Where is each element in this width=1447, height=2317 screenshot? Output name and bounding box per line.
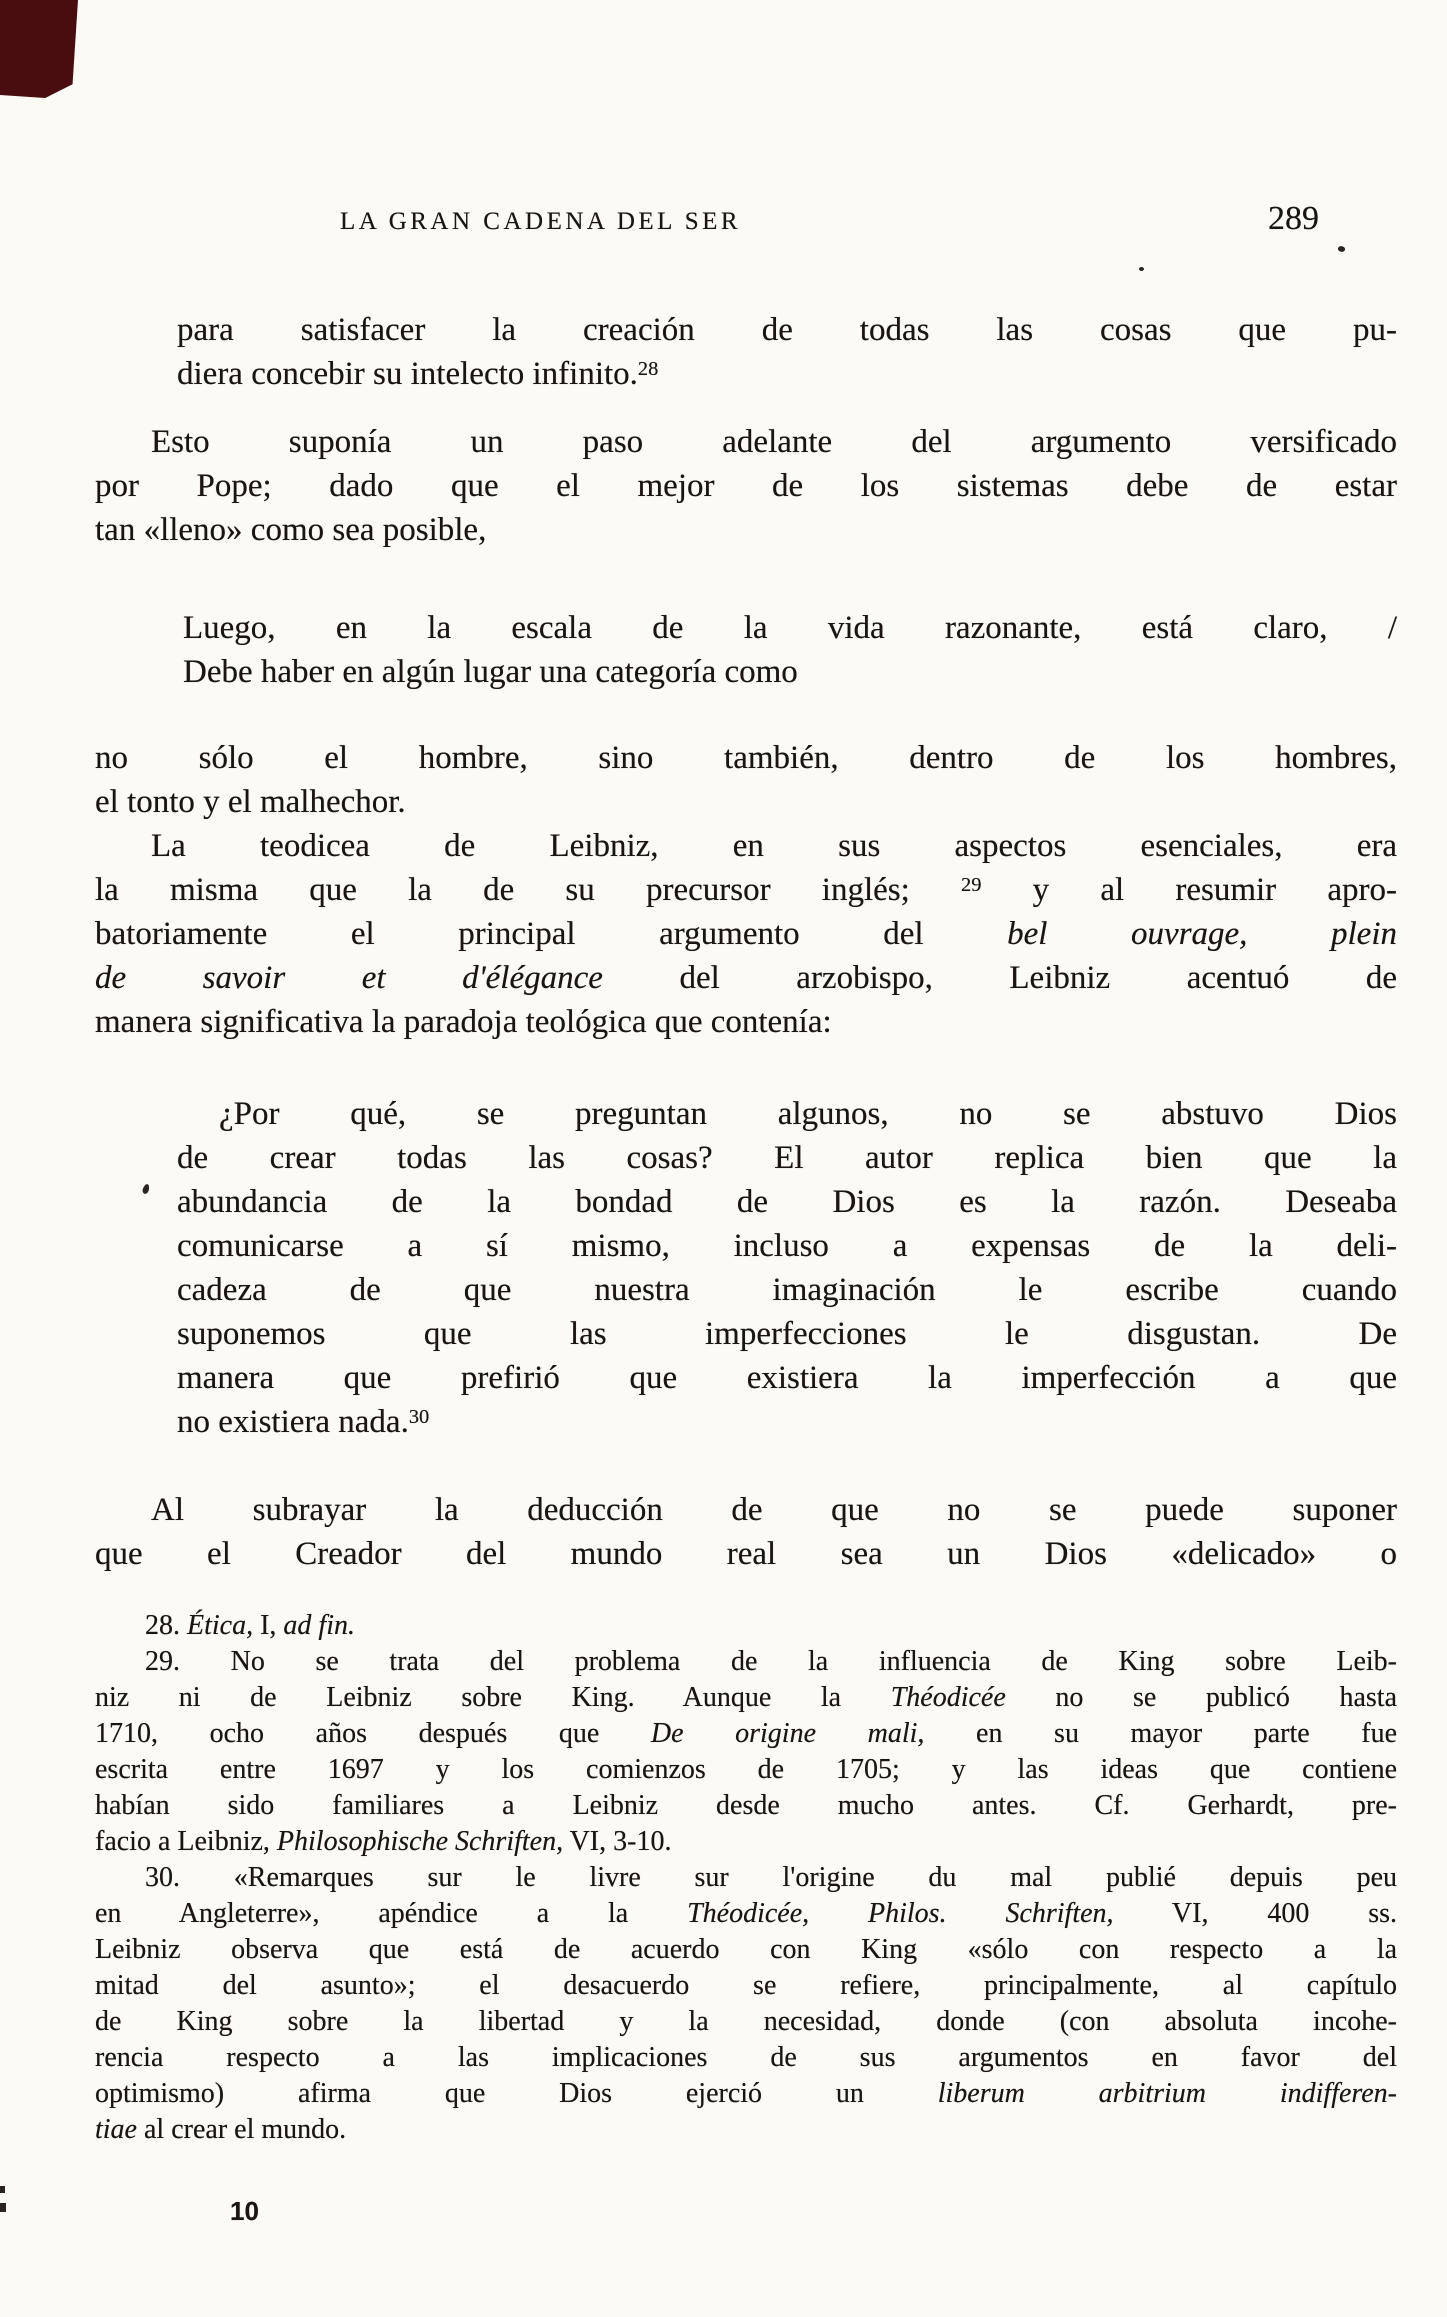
text-line: por Pope; dado que el mejor de los sistemas debe de estar	[95, 468, 1397, 504]
text-line: en Angleterre», apéndice a la Théodicée, Philos. Schriften, VI, 400 ss.	[95, 1898, 1397, 1929]
text-line: manera significativa la paradoja teológica que contenía:	[95, 1004, 832, 1040]
text-line: para satisfacer la creación de todas las cosas que pu-	[177, 312, 1397, 348]
text-line: ¿Por qué, se preguntan algunos, no se abstuvo Dios	[219, 1096, 1397, 1132]
text-line: manera que prefirió que existiera la imperfección a que	[177, 1360, 1397, 1396]
text-line: abundancia de la bondad de Dios es la razón. Deseaba	[177, 1184, 1397, 1220]
block-footnote-29	[95, 1644, 1397, 1860]
text-line: escrita entre 1697 y los comienzos de 1705; y las ideas que contiene	[95, 1754, 1397, 1785]
text-line: La teodicea de Leibniz, en sus aspectos esenciales, era	[151, 828, 1397, 864]
block-verse-quote	[95, 606, 1397, 694]
text-line: facio a Leibniz, Philosophische Schriften, VI, 3-10.	[95, 1826, 672, 1857]
text-line: que el Creador del mundo real sea un Dios «delicado» o	[95, 1536, 1397, 1572]
text-line: niz ni de Leibniz sobre King. Aunque la Théodicée no se publicó hasta	[95, 1682, 1398, 1713]
text-line: batoriamente el principal argumento del bel ouvrage, plein	[95, 916, 1398, 952]
text-line: de King sobre la libertad y la necesidad, donde (con absoluta incohe-	[95, 2006, 1397, 2037]
scan-speck	[1139, 267, 1144, 271]
block-continuation-paragraph	[95, 736, 1397, 824]
text-line: Luego, en la escala de la vida razonante, está claro, /	[183, 610, 1397, 646]
scan-speck	[0, 2186, 5, 2193]
text-line: Al subrayar la deducción de que no se puede suponer	[151, 1492, 1397, 1528]
text-line: no sólo el hombre, sino también, dentro de los hombres,	[95, 740, 1397, 776]
text-line: Leibniz observa que está de acuerdo con King «sólo con respecto a la	[95, 1934, 1397, 1965]
text-line: rencia respecto a las implicaciones de sus argumentos en favor del	[95, 2042, 1397, 2073]
text-line: Debe haber en algún lugar una categoría como	[183, 654, 798, 690]
block-footnote-28	[95, 1608, 1397, 1644]
signature-mark: 10	[230, 2196, 259, 2226]
scan-corner-mark	[0, 0, 78, 98]
text-line: habían sido familiares a Leibniz desde mucho antes. Cf. Gerhardt, pre-	[95, 1790, 1397, 1821]
text-line: no existiera nada.$^{30}$	[177, 1404, 430, 1440]
text-blocks	[95, 308, 1397, 2148]
block-closing-paragraph	[95, 1488, 1397, 1576]
running-title: LA GRAN CADENA DEL SER	[340, 208, 742, 235]
text-line: el tonto y el malhechor.	[95, 784, 406, 820]
text-line: de crear todas las cosas? El autor replica bien que la	[177, 1140, 1397, 1176]
text-line: la misma que la de su precursor inglés; $^{29}$ y al resumir apro-	[95, 872, 1397, 908]
block-opening-quote	[95, 308, 1397, 396]
text-line: 28. Ética, I, ad fin.	[145, 1610, 355, 1641]
block-theodicy-quote	[95, 1092, 1397, 1444]
text-line: Esto suponía un paso adelante del argumento versificado	[151, 424, 1397, 460]
text-line: mitad del asunto»; el desacuerdo se refiere, principalmente, al capítulo	[95, 1970, 1397, 2001]
block-pope-paragraph	[95, 420, 1397, 552]
page-header	[95, 0, 1397, 238]
scan-speck	[0, 2203, 6, 2212]
text-line: 30. «Remarques sur le livre sur l'origine du mal publié depuis peu	[145, 1862, 1397, 1893]
scan-speck	[1337, 245, 1346, 254]
text-line: optimismo) afirma que Dios ejerció un liberum arbitrium indifferen-	[95, 2078, 1398, 2109]
text-line: diera concebir su intelecto infinito.$^{28}$	[177, 356, 659, 392]
block-footnote-30	[95, 1860, 1397, 2148]
text-line: de savoir et d'élégance del arzobispo, Leibniz acentuó de	[95, 960, 1398, 996]
text-line: cadeza de que nuestra imaginación le escribe cuando	[177, 1272, 1397, 1308]
text-line: tan «lleno» como sea posible,	[95, 512, 487, 548]
text-line: 1710, ocho años después que De origine mali, en su mayor parte fue	[95, 1718, 1398, 1749]
text-line: comunicarse a sí mismo, incluso a expensas de la deli-	[177, 1228, 1397, 1264]
text-line: tiae al crear el mundo.	[95, 2114, 347, 2145]
text-line: suponemos que las imperfecciones le disgustan. De	[177, 1316, 1397, 1352]
block-leibniz-paragraph	[95, 824, 1397, 1044]
text-line: 29. No se trata del problema de la influencia de King sobre Leib-	[145, 1646, 1397, 1677]
page-number: 289	[1268, 200, 1319, 237]
